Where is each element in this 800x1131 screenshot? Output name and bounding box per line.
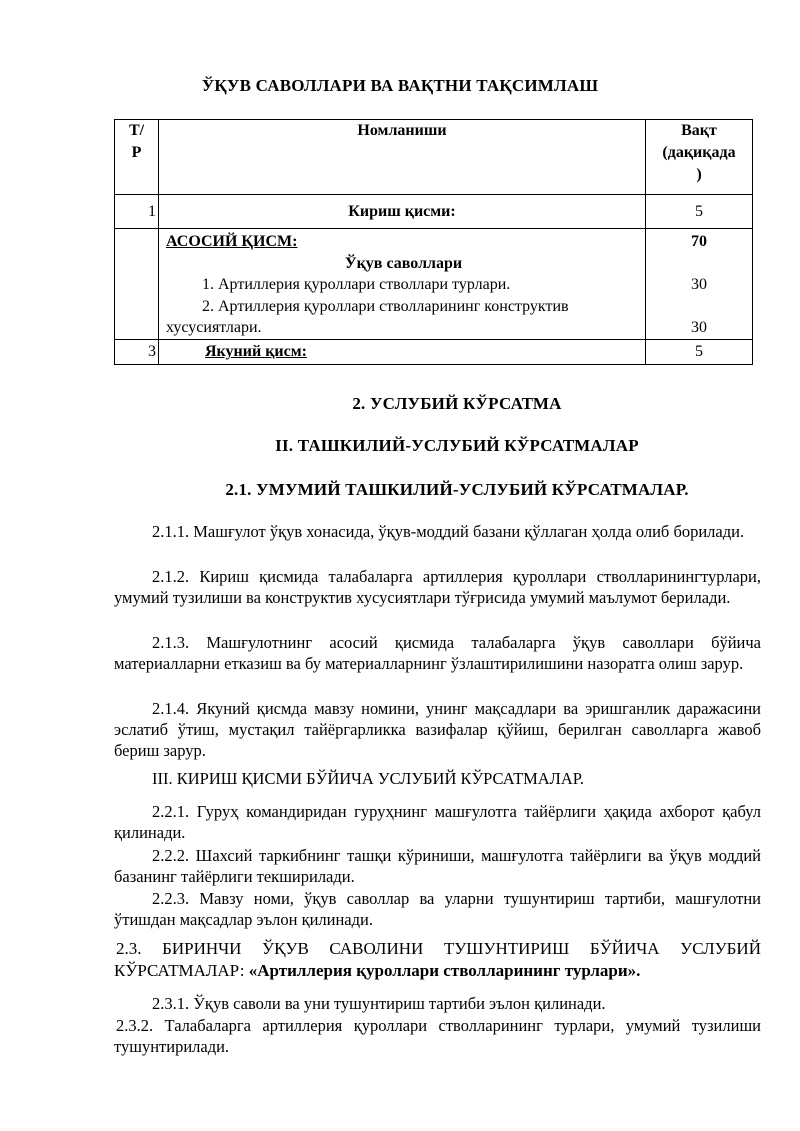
- row-number: 1: [115, 195, 159, 229]
- question-2-continued: хусусиятлари.: [166, 319, 262, 336]
- row-time-cell: [646, 229, 753, 340]
- question-2: 2. Артиллерия қуроллари стволларининг конструктив: [202, 297, 569, 315]
- heading-methodical-guide: 2. УСЛУБИЙ КЎРСАТМА: [352, 394, 562, 413]
- paragraph-2-3-2: 2.3.2. Талабаларга артиллерия қуроллари стволларининг турлари, умумий тузилиши тушунтирилади.: [114, 1016, 761, 1056]
- row-name: Якуний қисм:: [159, 340, 646, 365]
- heading-first-question-guide: [114, 938, 761, 982]
- main-section-label: АСОСИЙ ҚИСМ:: [166, 233, 298, 250]
- header-name: Номланиши: [159, 120, 646, 195]
- question-2-time: 30: [691, 319, 707, 336]
- header-number: [115, 120, 159, 195]
- row-time: 5: [646, 340, 753, 365]
- row-main-content: [159, 229, 646, 340]
- header-time-line1: Вақт: [681, 122, 717, 139]
- header-time: [646, 120, 753, 195]
- paragraph-2-3-1: 2.3.1. Ўқув саволи ва уни тушунтириш тартиби эълон қилинади.: [152, 994, 606, 1013]
- heading-first-question-topic: «Артиллерия қуроллари стволларининг турлари».: [248, 961, 641, 980]
- paragraph-2-1-1: 2.1.1. Машғулот ўқув хонасида, ўқув-моддий базани қўллаган ҳолда олиб борилади.: [152, 522, 745, 541]
- heading-first-question-text: 2.3. БИРИНЧИ ЎҚУВ САВОЛИНИ ТУШУНТИРИШ БЎЙИЧА УСЛУБИЙ КЎРСАТМАЛАР:: [114, 939, 761, 980]
- document-title: ЎҚУВ САВОЛЛАРИ ВА ВАҚТНИ ТАҚСИМЛАШ: [201, 76, 599, 95]
- header-number-line1: Т/: [128, 122, 145, 139]
- table-header-row: [115, 120, 753, 195]
- paragraph-2-2-1: 2.2.1. Гуруҳ командиридан гуруҳнинг машғулотга тайёрлиги ҳақида ахборот қабул қилинади.: [114, 802, 761, 842]
- paragraph-2-1-3: 2.1.3. Машғулотнинг асосий қисмида талабаларга ўқув саволлари бўйича материалларни етказиш ва бу материалларнинг ўзлаштирилишини назоратга олиш зарур.: [114, 633, 761, 673]
- row-number: [115, 229, 159, 340]
- table-row: [115, 229, 753, 340]
- heading-organizational-guide: II. ТАШКИЛИЙ-УСЛУБИЙ КЎРСАТМАЛАР: [275, 436, 639, 455]
- study-questions-label: Ўқув саволлари: [344, 254, 463, 272]
- paragraph-2-2-2: 2.2.2. Шахсий таркибнинг ташқи кўриниши, машғулотга тайёрлиги ва ўқув моддий базанинг тайёрлиги текширилади.: [114, 846, 761, 886]
- heading-intro-guide: III. КИРИШ ҚИСМИ БЎЙИЧА УСЛУБИЙ КЎРСАТМАЛАР.: [152, 769, 584, 788]
- row-number: 3: [115, 340, 159, 365]
- paragraph-2-2-3: 2.2.3. Мавзу номи, ўқув саволлар ва уларни тушунтириш тартиби, машғулотни ўтишдан мақсадлар эълон қилинади.: [114, 889, 761, 929]
- table-row: [115, 195, 753, 229]
- question-1-time: 30: [691, 276, 707, 293]
- header-number-line2: Р: [131, 144, 142, 161]
- row-time: 5: [646, 195, 753, 229]
- row-name: Кириш қисми:: [159, 195, 646, 229]
- paragraph-2-1-2: 2.1.2. Кириш қисмида талабаларга артиллерия қуроллари стволларинингтурлари, умумий тузилиши ва конструктив хусусиятлари тўғрисида умумий маълумот берилади.: [114, 567, 761, 607]
- main-time-total: 70: [691, 233, 707, 250]
- header-time-line3: ): [696, 166, 702, 183]
- schedule-table: [114, 119, 753, 365]
- question-1: 1. Артиллерия қуроллари стволлари турлари.: [202, 276, 511, 293]
- header-time-line2: (дақиқада: [662, 144, 736, 161]
- paragraph-2-1-4: 2.1.4. Якуний қисмда мавзу номини, унинг мақсадлари ва эришганлик даражасини эслатиб ўтиш, мустақил тайёргарликка вазифалар қўйиш, берилган саволларга жавоб бериш зарур.: [114, 699, 761, 760]
- table-row: [115, 340, 753, 365]
- heading-general-guide: 2.1. УМУМИЙ ТАШКИЛИЙ-УСЛУБИЙ КЎРСАТМАЛАР.: [225, 480, 689, 499]
